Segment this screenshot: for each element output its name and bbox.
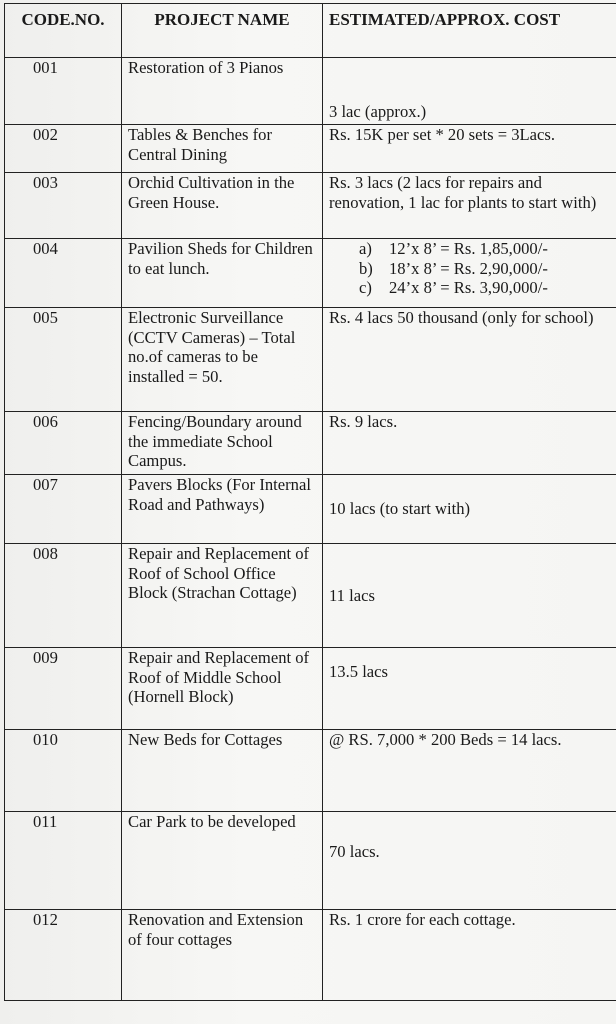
- cost-option: [359, 278, 615, 298]
- cell-code: 012: [5, 910, 122, 1001]
- option-label: b): [359, 258, 373, 278]
- header-code: CODE.NO.: [5, 4, 122, 58]
- cell-project-name: Repair and Replacement of Roof of School Office Block (Strachan Cottage): [122, 544, 323, 648]
- option-text: 24’x 8’ = Rs. 3,90,000/-: [389, 278, 548, 298]
- cell-cost: 3 lac (approx.): [323, 58, 616, 125]
- option-label: c): [359, 278, 372, 298]
- cell-cost: @ RS. 7,000 * 200 Beds = 14 lacs.: [323, 730, 616, 812]
- table-row: [5, 730, 616, 812]
- cell-project-name: Electronic Surveillance (CCTV Cameras) – Total no.of cameras to be installed = 50.: [122, 308, 323, 412]
- project-cost-table: [4, 3, 616, 1001]
- cell-code: 011: [5, 812, 122, 910]
- cell-project-name: Repair and Replacement of Roof of Middle School (Hornell Block): [122, 648, 323, 730]
- cell-code: 010: [5, 730, 122, 812]
- cell-cost: 11 lacs: [323, 544, 616, 648]
- header-estimated-cost: ESTIMATED/APPROX. COST: [323, 4, 616, 58]
- cell-code: 001: [5, 58, 122, 125]
- cell-code: 002: [5, 125, 122, 173]
- table-row: [5, 173, 616, 239]
- option-label: a): [359, 239, 372, 258]
- table-header-row: [5, 4, 616, 58]
- table-row: [5, 910, 616, 1001]
- table-row: [5, 412, 616, 475]
- option-text: 18’x 8’ = Rs. 2,90,000/-: [389, 258, 548, 278]
- table-row: [5, 58, 616, 125]
- cost-option: [359, 239, 615, 259]
- table-row: [5, 544, 616, 648]
- table-row: [5, 475, 616, 544]
- cell-project-name: Fencing/Boundary around the immediate School Campus.: [122, 412, 323, 475]
- cell-project-name: Pavilion Sheds for Children to eat lunch.: [122, 239, 323, 308]
- cell-code: 006: [5, 412, 122, 475]
- cell-cost: Rs. 3 lacs (2 lacs for repairs and renovation, 1 lac for plants to start with): [323, 173, 616, 239]
- cost-option: [359, 259, 615, 279]
- cell-project-name: Tables & Benches for Central Dining: [122, 125, 323, 173]
- cell-cost: Rs. 1 crore for each cottage.: [323, 910, 616, 1001]
- cell-project-name: New Beds for Cottages: [122, 730, 323, 812]
- cell-cost-options: [323, 239, 616, 308]
- cell-project-name: Pavers Blocks (For Internal Road and Pathways): [122, 475, 323, 544]
- cell-cost: Rs. 4 lacs 50 thousand (only for school): [323, 308, 616, 412]
- cell-code: 003: [5, 173, 122, 239]
- cell-project-name: Orchid Cultivation in the Green House.: [122, 173, 323, 239]
- cell-code: 004: [5, 239, 122, 308]
- table-row: [5, 812, 616, 910]
- option-text: 12’x 8’ = Rs. 1,85,000/-: [389, 239, 548, 258]
- cell-project-name: Restoration of 3 Pianos: [122, 58, 323, 125]
- cell-project-name: Car Park to be developed: [122, 812, 323, 910]
- cost-options-list: [329, 239, 615, 298]
- cell-code: 005: [5, 308, 122, 412]
- table-row: [5, 125, 616, 173]
- cell-cost: 10 lacs (to start with): [323, 475, 616, 544]
- table-row: [5, 308, 616, 412]
- cell-cost: Rs. 9 lacs.: [323, 412, 616, 475]
- cell-cost: 13.5 lacs: [323, 648, 616, 730]
- cell-project-name: Renovation and Extension of four cottages: [122, 910, 323, 1001]
- cell-cost: 70 lacs.: [323, 812, 616, 910]
- cell-cost: Rs. 15K per set * 20 sets = 3Lacs.: [323, 125, 616, 173]
- table-row: [5, 239, 616, 308]
- cell-code: 008: [5, 544, 122, 648]
- cell-code: 009: [5, 648, 122, 730]
- header-project-name: PROJECT NAME: [122, 4, 323, 58]
- table-row: [5, 648, 616, 730]
- cell-code: 007: [5, 475, 122, 544]
